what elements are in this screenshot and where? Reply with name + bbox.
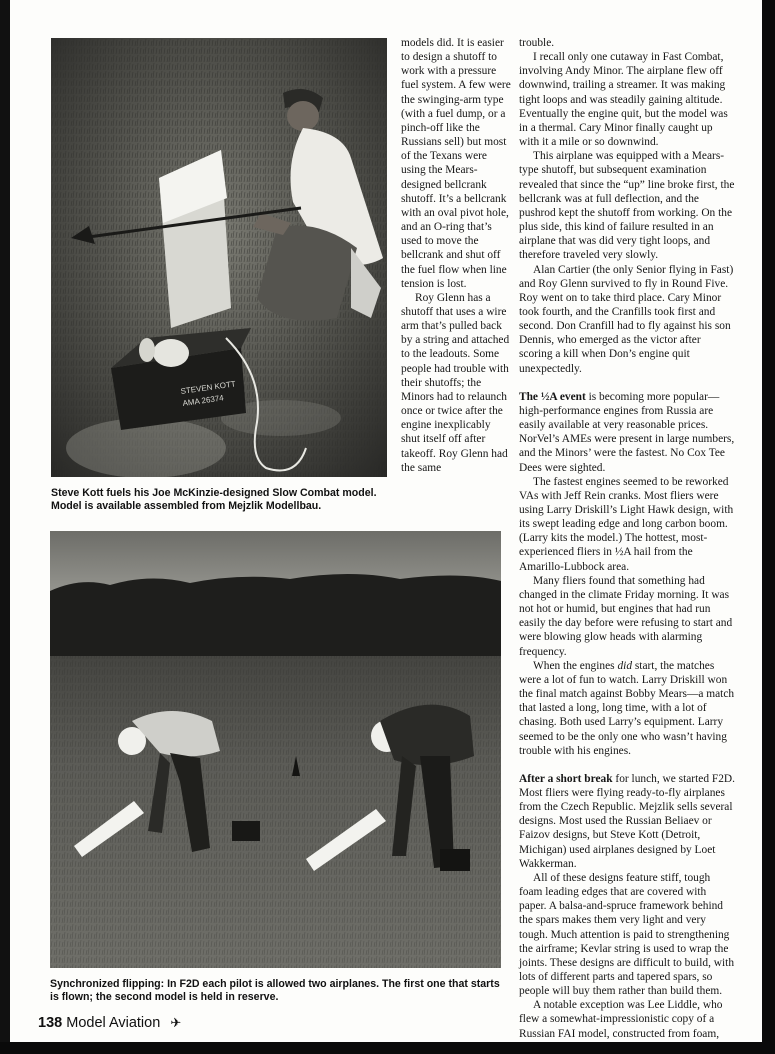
middle-paragraph-2: Roy Glenn has a shutoff that uses a wire arm that’s pulled back by a string and attached to the leadouts. Some people had trouble with their shutoffs; the Minors had to relaunch once or twice after the engine inexplicably shut itself off after takeoff. Roy Glenn had the same	[401, 291, 510, 474]
right-paragraph-10: All of these designs feature stiff, tough foam leading edges that are covered with paper. A balsa-and-spruce framework behind the spars makes them very light and very tough. Much attention is paid to strengthening the airframe; Kevlar string is used to wrap the joints. These designs are difficult to build, with lots of different parts and tapered spars, so people will buy them rather than build them.	[519, 871, 735, 998]
right-paragraph-1: trouble.	[519, 37, 555, 49]
right-paragraph-4: Alan Cartier (the only Senior flying in Fast) and Roy Glenn survived to fly in Round Five. Roy went on to take third place. Cary Minor took fourth, and the Cranfills took first and second. Don Cranfill had to fly against his son Dennis, who emerged as the victor after scoring a kill when Don’s engine quit unexpectedly.	[519, 263, 734, 375]
airplane-icon: ✈	[170, 1015, 182, 1030]
right-paragraph-6: The fastest engines seemed to be reworked VAs with Jeff Rein cranks. Most fliers were using Larry Driskill’s Light Hawk design, with its swept leading edge and long carbon boom. (Larry kits the model.) The hottest, most-experienced fliers in ½A hail from the Amarillo-Lubbock area.	[519, 475, 734, 573]
model-lettering-ama: AMA 26374	[182, 393, 225, 408]
model-lettering-name: STEVEN KOTT	[180, 379, 237, 396]
right-paragraph-half-a	[519, 390, 735, 475]
p8-emphasis: did	[617, 659, 633, 672]
right-paragraph-7: Many fliers found that something had changed in the climate Friday morning. It was not hot or humid, but engines that had run easily the day before were refusing to start and were blowing glow heads with alarming frequency.	[519, 574, 733, 658]
page-number: 138	[38, 1015, 63, 1031]
photo-1-caption	[51, 487, 391, 513]
right-paragraph-11: A notable exception was Lee Liddle, who flew a somewhat-impressionistic copy of a Russian FAI model, constructed from foam,	[519, 999, 723, 1040]
text-column-middle	[401, 36, 511, 475]
right-paragraph-3: This airplane was equipped with a Mears-type shutoff, but subsequent examination revealed that since the “up” line broke first, the bellcrank was at full deflection, and the pushrod kept the shutoff from working. On the plus side, this kind of failure resulted in an airplane that was did very tight loops, and therefore traveled very slowly.	[519, 150, 735, 262]
right-paragraph-2: I recall only one cutaway in Fast Combat, involving Andy Minor. The airplane flew off downwind, trailing a streamer. It was making tight loops and was steadily gaining altitude. Eventually the engine quit, but the model was in a thermal. Cary Minor finally caught up with it a mile or so downwind.	[519, 51, 728, 149]
scan-border-right	[762, 0, 775, 1054]
photo-1-caption-text: Steve Kott fuels his Joe McKinzie-designed Slow Combat model. Model is available assembled from Mejzlik Modellbau.	[51, 487, 377, 512]
f2d-body: for lunch, we started F2D. Most fliers were flying ready-to-fly airplanes from the Czech Republic. Mejzlik sells several designs. Most used the Russian Beliaev or Faizov designs, but Steve Kott (Detroit, Michigan) used airplanes designed by Loet Wakkerman.	[519, 772, 735, 870]
photo-slow-combat-image	[51, 38, 387, 477]
page-folio	[38, 1015, 181, 1031]
photo-2-caption-text: Synchronized flipping: In F2D each pilot is allowed two airplanes. The first one that starts is flown; the second model is held in reserve.	[50, 978, 500, 1003]
p8-text-a: When the engines	[533, 659, 618, 672]
f2d-lead: After a short break	[519, 772, 613, 785]
photo-f2d-pilots	[50, 531, 501, 968]
middle-paragraph-1: models did. It is easier to design a shutoff to work with a pressure fuel system. A few were the swinging-arm type (with a fuel dump, or a pinch-off like the Russians sell) but most of the Texans were using the Mears-designed bellcrank shutoff. It’s a bellcrank with an oval pivot hole, and an O-ring that’s used to move the bellcrank and shut off the fuel flow when line tension is lost.	[401, 37, 511, 290]
text-column-right	[519, 36, 735, 1041]
magazine-name: Model Aviation	[66, 1015, 161, 1031]
photo-2-caption	[50, 978, 510, 1004]
half-a-lead: The ½A event	[519, 390, 586, 403]
right-paragraph-8	[519, 659, 735, 758]
scan-border-bottom	[0, 1042, 775, 1054]
right-paragraph-f2d	[519, 772, 735, 871]
photo-slow-combat-fueling	[51, 38, 387, 477]
half-a-body: is becoming more popular—high-performance engines from Russia are easily available at very reasonable prices. NorVel’s AMEs were present in large numbers, and the Minors’ were the fastest. No Cox Tee Dees were sighted.	[519, 390, 735, 474]
photo-f2d-image	[50, 531, 501, 968]
p8-text-b: start, the matches were a lot of fun to watch. Larry Driskill won the final match against Bobby Mears—a match that lasted a long, long time, with a lot of chasing. Both used Larry’s equipment. Larry seemed to be the only one who wasn’t having trouble with his engines.	[519, 659, 735, 757]
